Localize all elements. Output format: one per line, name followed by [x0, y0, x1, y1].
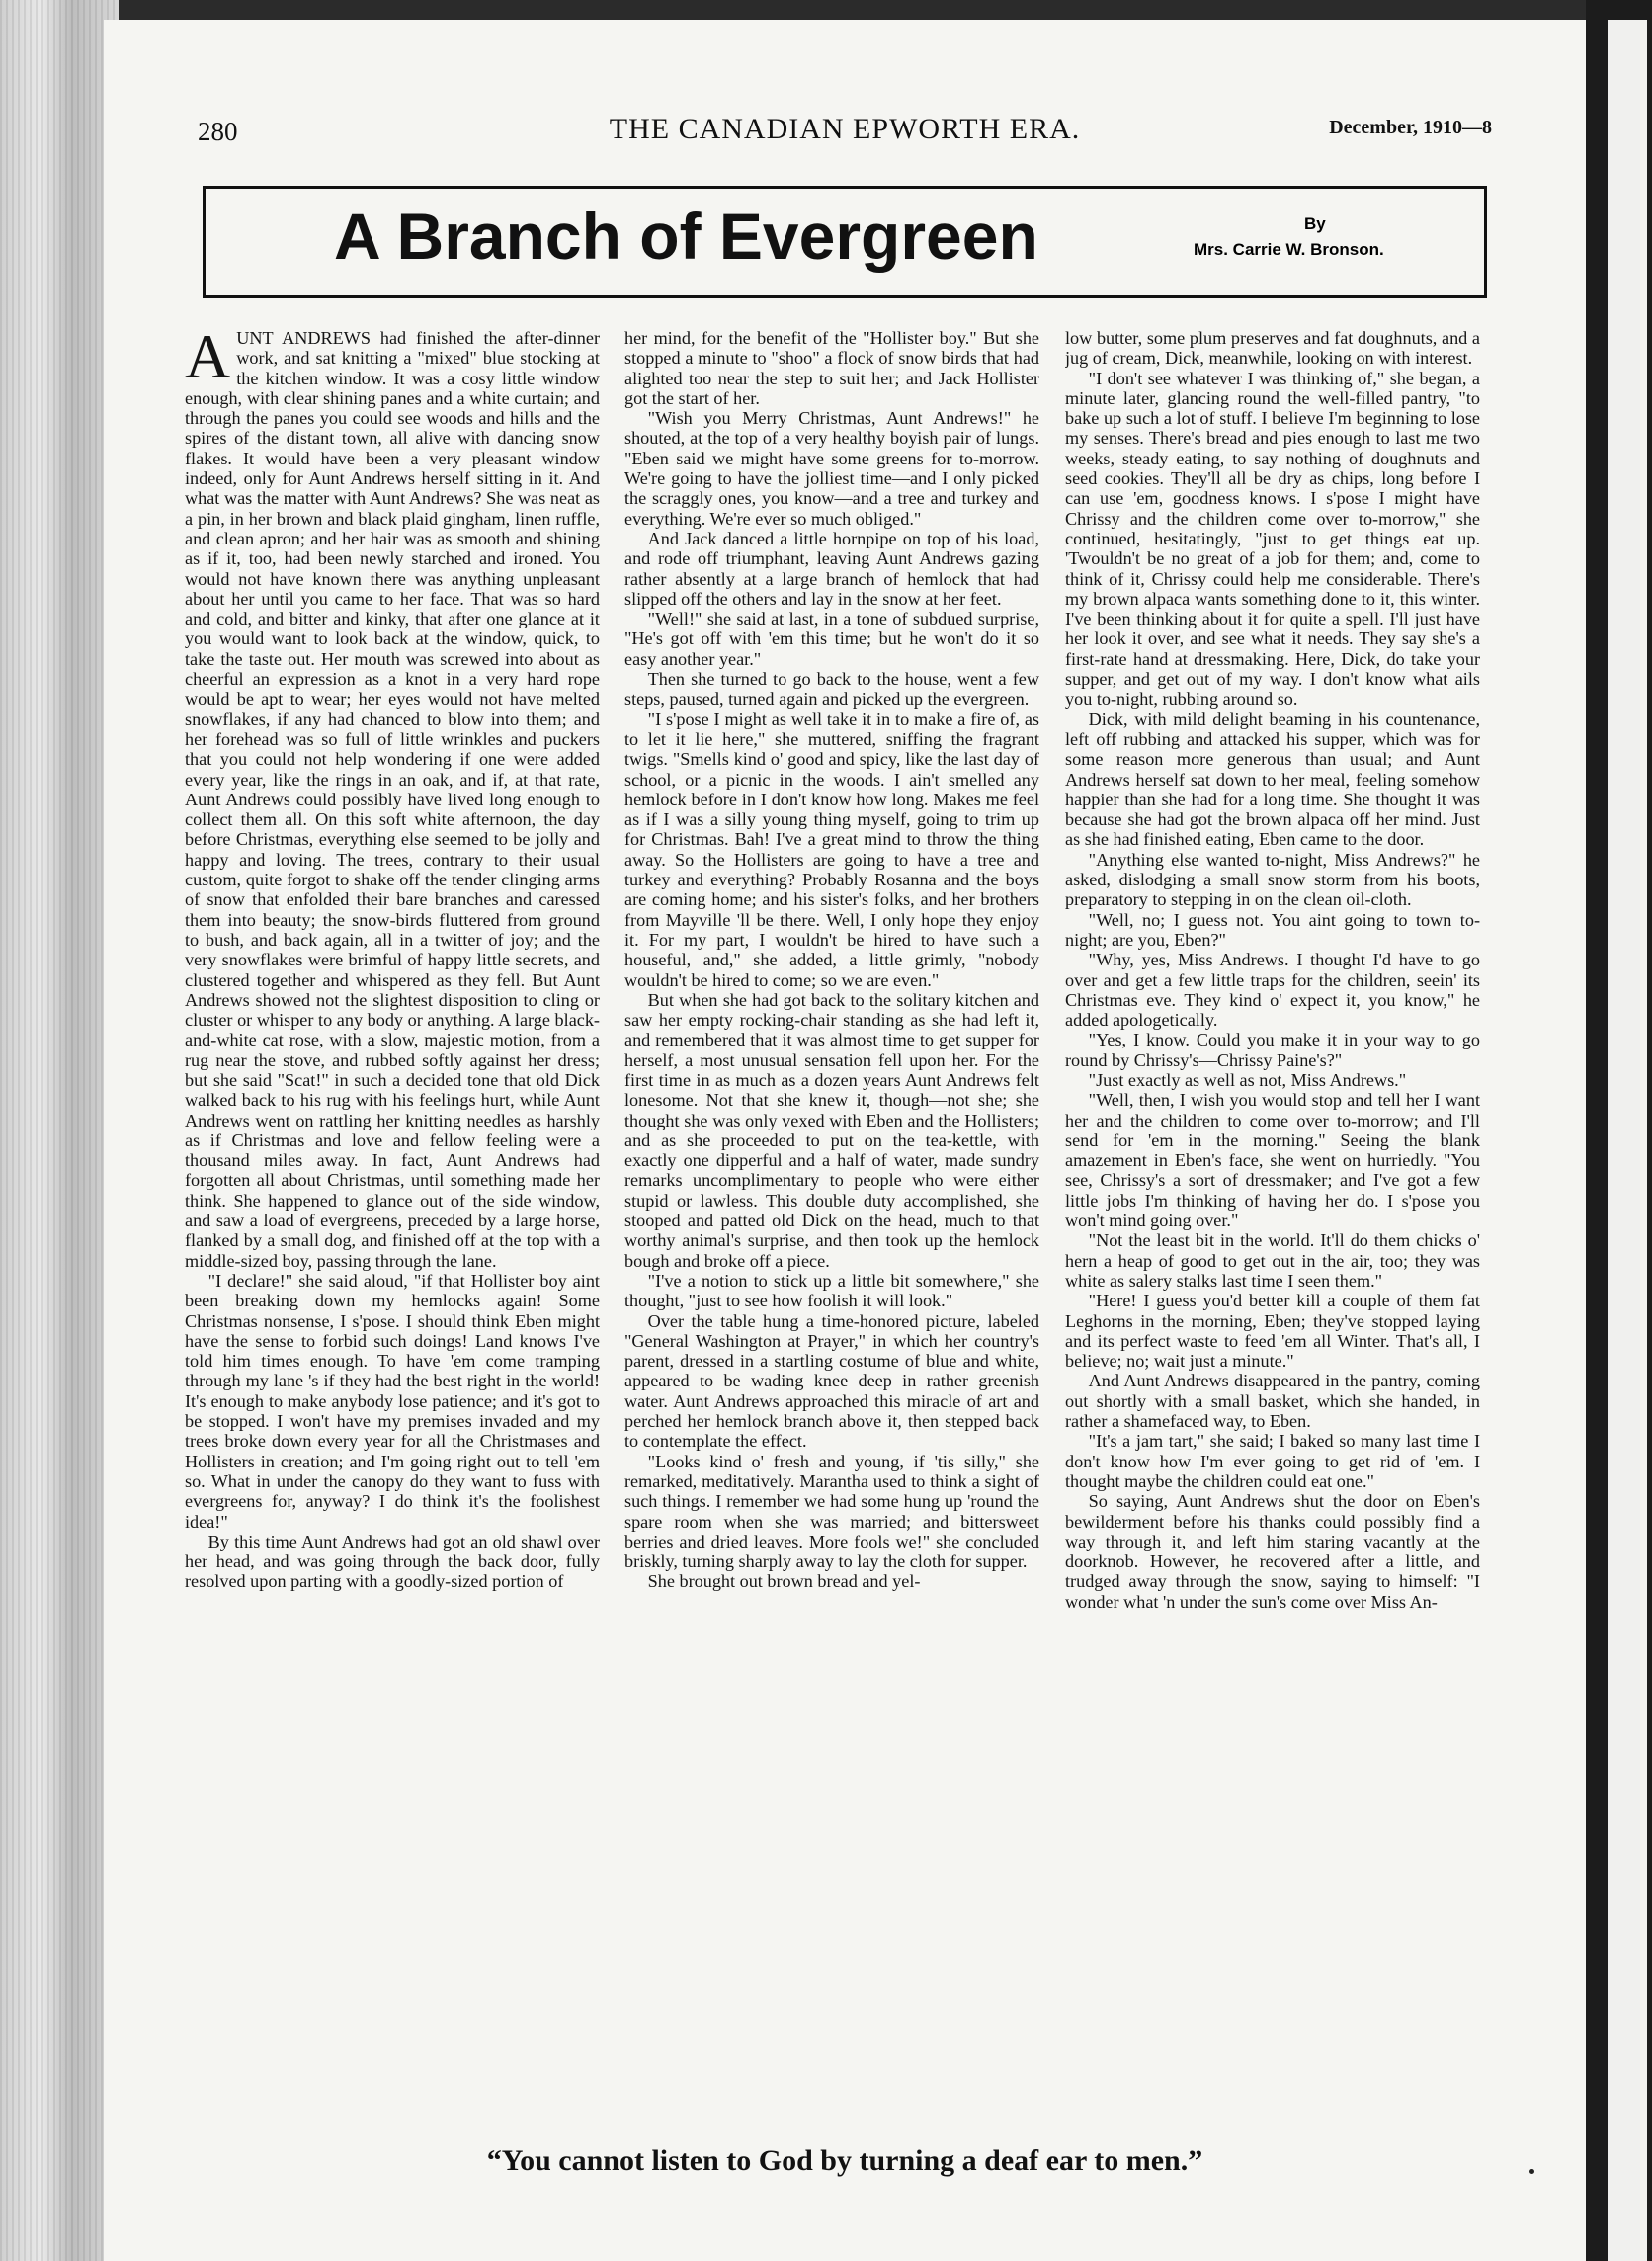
footer-quote: “You cannot listen to God by turning a deaf ear to men.” — [486, 2144, 1203, 2177]
paragraph: "Well, then, I wish you would stop and tell her I want her and the children to come over to-morrow; and I'll send for 'em in the morning." Seeing the blank amazement in Eben's face, she went on hurriedly. "You see, Chrissy's a sort of dressmaker; and I've got a few little jobs I'm thinking of having her do. I s'pose you won't mind going over." — [1065, 1090, 1480, 1231]
paragraph: She brought out brown bread and yel- — [647, 1571, 921, 1592]
paragraph: And Aunt Andrews disappeared in the pantry, coming out shortly with a small basket, which she handed, in rather a shamefaced way, to Eben. — [1065, 1371, 1480, 1432]
paragraph: "I don't see whatever I was thinking of," she began, a minute later, glancing round the well-filled pantry, "to bake up such a lot of stuff. I believe I'm beginning to lose my senses. There's bread and pies enough to last me two weeks, steady eating, to say nothing of doughnuts and seed cookies. They'll all be dry as chips, long before I can use 'em, goodness knows. I s'pose I might have Chrissy and the children come over to-morrow," she continued, hesitatingly, "just to get things eat up. 'Twouldn't be no great of a job for them; and, come to think of it, Chrissy could help me considerable. There's my brown alpaca wants something done to it, this winter. I've been thinking about it for quite a spell. I'll just have her look it over, and see what it needs. They say she's a first-rate hand at dressmaking. Here, Dick, do take your supper, and get out of my way. I don't know what ails you to-night, rubbing around so. — [1065, 368, 1480, 710]
book-binding — [0, 0, 119, 2261]
magazine-title: THE CANADIAN EPWORTH ERA. — [609, 113, 1081, 145]
paragraph: "Wish you Merry Christmas, Aunt Andrews!" he shouted, at the top of a very healthy boyish pair of lungs. "Eben said we might have some greens for to-morrow. We're going to have the jolliest time—and I only picked the scraggly ones, you know—and a tree and turkey and everything. We're ever so much obliged." — [624, 408, 1039, 529]
paragraph: AUNT ANDREWS had finished the after-dinner work, and sat knitting a "mixed" blue stocking at the kitchen window. It was a cosy little window enough, with clear shining panes and a white curtain; and through the panes you could see woods and hills and the spires of the distant town, all alive with dancing snow flakes. It would have been a very pleasant window indeed, only for Aunt Andrews herself sitting in it. And what was the matter with Aunt Andrews? She was neat as a pin, in her brown and black plaid gingham, linen ruffle, and clean apron; and her hair was as smooth and shining as if it, too, had been newly starched and ironed. You would not have known there was anything unpleasant about her until you came to her face. That was so hard and cold, and bitter and kinky, that after one glance at it you would want to look back at the window, quick, to take the taste out. Her mouth was screwed into about as cheerful an expression as a knot in a very hard rope would be apt to wear; her eyes would not have melted snowflakes, if any had chanced to blow into them; and her forehead was so full of little wrinkles and puckers that you could not help wondering if one were added every year, like the rings in an oak, and if, at that rate, Aunt Andrews could possibly have lived long enough to collect them all. On this soft white afternoon, the day before Christmas, everything else seemed to be jolly and happy and loving. The trees, contrary to their usual custom, quite forgot to shake off the tender clinging arms of snow that enfolded their bare branches and caressed them into beauty; the snow-birds fluttered from ground to bush, and back again, all in a twitter of joy; and the very snowflakes were brimful of happy little secrets, and clustered together and whispered as they fell. But Aunt Andrews showed not the slightest disposition to cling or cluster or whisper to any body or anything. A large black-and-white cat rose, with a slow, majestic motion, from a rug near the stove, and rubbed softly against her dress; but she said "Scat!" in such a decided tone that old Dick walked back to his rug with his feelings hurt, while Aunt Andrews went on rattling her knitting needles as harshly as if Christmas and love and fellow feeling were a thousand miles away. In fact, Aunt Andrews had forgotten all about Christmas, until something made her think. She happened to glance out of the side window, and saw a load of evergreens, preceded by a large horse, flanked by a small dog, and finished off at the top with a middle-sized boy, passing through the lane. — [185, 328, 600, 1271]
drop-cap: A — [185, 328, 231, 391]
paragraph: "Well, no; I guess not. You aint going to town to-night; are you, Eben?" — [1065, 909, 1480, 950]
paragraph: "I've a notion to stick up a little bit somewhere," she thought, "just to see how foolish it will look." — [624, 1270, 1039, 1311]
paragraph: "Just exactly as well as not, Miss Andrews." — [1088, 1069, 1407, 1090]
page-header — [198, 101, 1492, 150]
paragraph: "Not the least bit in the world. It'll do them chicks o' hern a heap of good to get out in the air, too; they was white as salery stalks last time I seen them." — [1065, 1230, 1480, 1291]
paragraph: "Anything else wanted to-night, Miss Andrews?" he asked, dislodging a small snow storm from his boots, preparatory to stepping in on the clean oil-cloth. — [1065, 849, 1480, 910]
article-column-3 — [1065, 328, 1480, 2125]
paragraph: "Looks kind o' fresh and young, if 'tis silly," she remarked, meditatively. Marantha used to think a sight of such things. I remember we had some hung up 'round the spare room when she was married; and bittersweet berries and dried leaves. More fools we!" she concluded briskly, turning sharply away to lay the cloth for supper. — [624, 1451, 1039, 1572]
paragraph: Then she turned to go back to the house, went a few steps, paused, turned again and picked up the evergreen. — [624, 669, 1039, 710]
paragraph: By this time Aunt Andrews had got an old shawl over her head, and was going through the back door, fully resolved upon parting with a goodly-sized portion of — [185, 1531, 600, 1592]
paragraph: But when she had got back to the solitary kitchen and saw her empty rocking-chair standing as she had left it, and remembered that it was almost time to get supper for herself, a most unusual sensation fell upon her. For the first time in as much as a dozen years Aunt Andrews felt lonesome. Not that she knew it, though—not she; she thought she was only vexed with Eben and the Hollisters; and as she proceeded to put on the tea-kettle, with exactly one dipperful and a half of water, made sundry remarks uncomplimentary to people who were either stupid or lawless. This double duty accomplished, she stooped and patted old Dick on the head, much to that worthy animal's surprise, and then took up the hemlock bough and broke off a piece. — [624, 989, 1039, 1271]
paragraph: "Well!" she said at last, in a tone of subdued surprise, "He's got off with 'em this time; but he won't do it so easy another year." — [624, 609, 1039, 669]
page-number: 280 — [198, 117, 238, 146]
paragraph: "I declare!" she said aloud, "if that Hollister boy aint been breaking down my hemlocks again! Some Christmas nonsense, I s'pose. I should think Eben might have the sense to forbid such doings! Land knows I've told him times enough. To have 'em come tramping through my lane 's if they had the best right in the world! It's enough to make anybody lose patience; and it's got to be stopped. I won't have my premises invaded and my trees broke down every year for all the Christmases and Hollisters in creation; and I'm going right out to tell 'em so. What in under the canopy do they want to fuss with evergreens for, anyway? I do think it's the foolishest idea!" — [185, 1270, 600, 1532]
article-column-1 — [185, 328, 600, 2125]
paragraph: "It's a jam tart," she said; I baked so many last time I don't know how I'm ever going to get rid of 'em. I thought maybe the children could eat one." — [1065, 1431, 1480, 1491]
paragraph: "Why, yes, Miss Andrews. I thought I'd have to go over and get a few little traps for the children, seein' its Christmas eve. They kind o' expect it, you know," he added apologetically. — [1065, 950, 1480, 1031]
ink-spot — [1529, 2169, 1534, 2174]
magazine-page — [104, 20, 1586, 2261]
paragraph: "I s'pose I might as well take it in to make a fire of, as to let it lie here," she muttered, sniffing the fragrant twigs. "Smells kind o' good and spicy, like the last day of school, or a picnic in the woods. I ain't smelled any hemlock before in I don't know how long. Makes me feel as if I was a silly young thing myself, going to trim up for Christmas. Bah! I've a great mind to throw the thing away. So the Hollisters are going to have a tree and turkey and everything? Probably Rosanna and the boys are coming home; and his sister's folks, and her brothers from Mayville 'll be there. Well, I only hope they enjoy it. For my part, I wouldn't be hired to have such a houseful, and," she added, a little grimly, "nobody wouldn't be hired to come; so we are even." — [624, 709, 1039, 990]
paragraph: "Yes, I know. Could you make it in your way to go round by Chrissy's—Chrissy Paine's?" — [1065, 1030, 1480, 1070]
paragraph: "Here! I guess you'd better kill a couple of them fat Leghorns in the morning, Eben; they've stopped laying and its perfect waste to feed 'em all Winter. That's all, I believe; no; wait just a minute." — [1065, 1291, 1480, 1372]
article-title: A Branch of Evergreen — [334, 200, 1038, 273]
article-column-2 — [624, 328, 1039, 2125]
byline-author: Mrs. Carrie W. Bronson. — [1194, 240, 1384, 259]
next-page-edge — [1586, 0, 1652, 2261]
issue-date: December, 1910—8 — [1329, 117, 1492, 138]
paragraph: So saying, Aunt Andrews shut the door on Eben's bewilderment before his thanks could possibly find a way through it, and left him staring vacantly at the doorknob. However, he recovered after a little, and trudged away through the snow, saying to himself: "I wonder what 'n under the sun's come over Miss An- — [1065, 1491, 1480, 1612]
byline-by: By — [1304, 214, 1326, 233]
paragraph: low butter, some plum preserves and fat doughnuts, and a jug of cream, Dick, meanwhile, looking on with interest. — [1065, 328, 1480, 369]
paragraph: And Jack danced a little hornpipe on top of his load, and rode off triumphant, leaving Aunt Andrews gazing rather absently at a large branch of hemlock that had slipped off the others and lay in the snow at her feet. — [624, 528, 1039, 609]
paragraph: Over the table hung a time-honored picture, labeled "General Washington at Prayer," in which her country's parent, dressed in a startling costume of blue and white, appeared to be wading knee deep in rather greenish water. Aunt Andrews approached this miracle of art and perched her hemlock branch above it, then stepped back to contemplate the effect. — [624, 1310, 1039, 1452]
paragraph: Dick, with mild delight beaming in his countenance, left off rubbing and attacked his supper, which was for some reason more generous than usual; and Aunt Andrews herself sat down to her meal, feeling somehow happier than she had for a long time. She thought it was because she had got the brown alpaca off her mind. Just as she had finished eating, Eben came to the door. — [1065, 709, 1480, 850]
title-box — [203, 186, 1487, 298]
paragraph: her mind, for the benefit of the "Hollister boy." But she stopped a minute to "shoo" a flock of snow birds that had alighted too near the step to suit her; and Jack Hollister got the start of her. — [624, 328, 1039, 408]
